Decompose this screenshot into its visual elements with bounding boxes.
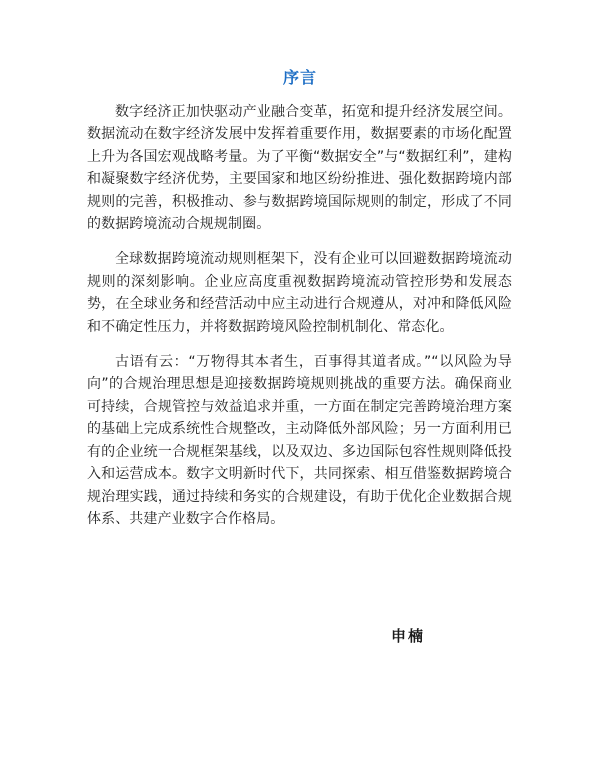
preface-body: [87, 101, 512, 543]
page-title: 序言: [282, 68, 317, 87]
paragraph-1: 数字经济正加快驱动产业融合变革，拓宽和提升经济发展空间。数据流动在数字经济发展中发挥着重要作用，数据要素的市场化配置上升为各国宏观战略考量。为了平衡“数据安全”与“数据红利”，建构和凝聚数字经济优势，主要国家和地区纷纷推进、强化数据跨境内部规则的完善，积极推动、参与数据跨境国际规则的制定，形成了不同的数据跨境流动合规规制圈。: [87, 104, 512, 233]
author-signature: 申楠: [391, 627, 426, 645]
paragraph-3: 古语有云：“万物得其本者生，百事得其道者成。”“以风险为导向”的合规治理思想是迎接数据跨境规则挑战的重要方法。确保商业可持续，合规管控与效益追求并重，一方面在制定完善跨境治理方案的基础上完成系统性合规整改，主动降低外部风险；另一方面利用已有的企业统一合规框架基线，以及双边、多边国际包容性规则降低投入和运营成本。数字文明新时代下，共同探索、相互借鉴数据跨境合规治理实践，通过持续和务实的合规建设，有助于优化企业数据合规体系、共建产业数字合作格局。: [87, 354, 512, 527]
paragraph-2: 全球数据跨境流动规则框架下，没有企业可以回避数据跨境流动规则的深刻影响。企业应高度重视数据跨境流动管控形势和发展态势，在全球业务和经营活动中应主动进行合规遵从，对冲和降低风险和不确定性压力，并将数据跨境风险控制机制化、常态化。: [87, 251, 512, 335]
